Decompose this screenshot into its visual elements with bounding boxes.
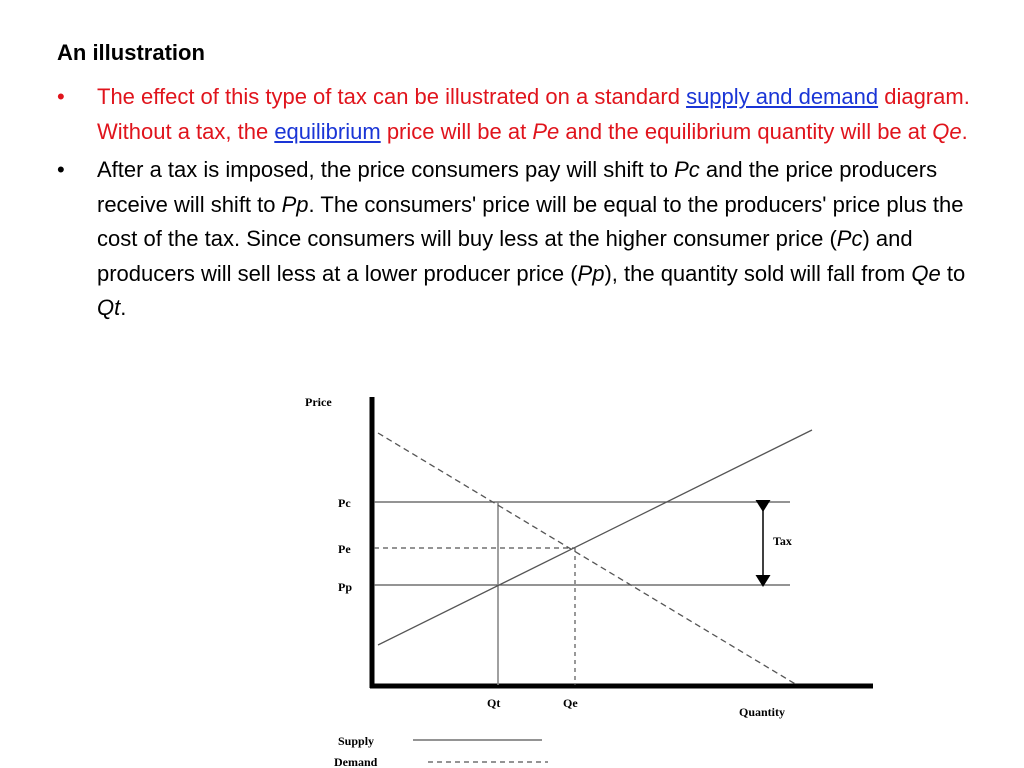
legend-demand-label: Demand (334, 755, 378, 768)
qe-term: Qe (932, 118, 962, 144)
pc-label: Pc (338, 496, 351, 510)
bullet2-text-5: ), the quantity sold will fall from (604, 260, 912, 286)
bullet2-text-7: . (120, 295, 127, 320)
equilibrium-link[interactable]: equilibrium (274, 118, 381, 144)
bullet2-text-2: and the price producers receive will shift to (97, 157, 938, 217)
pc-term: Pc (674, 157, 700, 182)
bullet-list (57, 80, 992, 330)
legend-supply-label: Supply (338, 734, 375, 748)
bullet-item-tax-effect (57, 80, 992, 149)
slide-heading: An illustration (57, 40, 205, 65)
bullet-marker: • (57, 157, 65, 182)
bullet2-text-4: ) and producers will sell less at a lower producer price ( (97, 226, 913, 286)
qe-term: Qe (911, 260, 941, 286)
pp-term: Pp (577, 260, 605, 286)
bullet2-text-3: . The consumers' price will be equal to the producers' price plus the cost of the tax. Since consumers will buy less at the higher consumer price ( (97, 191, 964, 251)
y-axis-label: Price (305, 395, 332, 409)
pe-term: Pe (532, 118, 560, 144)
bullet-item-after-tax (57, 153, 992, 326)
qt-label: Qt (487, 696, 501, 710)
demand-curve (378, 433, 797, 685)
tax-label: Tax (773, 534, 792, 548)
qt-term: Qt (97, 295, 121, 320)
pp-term: Pp (281, 191, 309, 217)
supply-curve (378, 430, 812, 645)
supply-and-demand-link[interactable]: supply and demand (686, 84, 879, 109)
x-axis-label: Quantity (739, 705, 786, 719)
bullet1-text-3: price will be at (380, 118, 533, 144)
bullet-marker: • (57, 84, 65, 109)
bullet1-text-1: The effect of this type of tax can be illustrated on a standard (97, 84, 687, 109)
qe-label: Qe (563, 696, 578, 710)
tax-supply-demand-diagram (290, 385, 890, 768)
bullet1-text-5: . (961, 118, 968, 144)
bullet1-text-4: and the equilibrium quantity will be at (559, 118, 933, 144)
pc-term: Pc (836, 226, 863, 251)
pp-label: Pp (338, 580, 353, 594)
bullet2-text-6: to (940, 260, 966, 286)
bullet2-text-1: After a tax is imposed, the price consumers pay will shift to (97, 157, 675, 182)
bullet1-text-2: diagram. Without a tax, the (97, 84, 970, 144)
pe-label: Pe (338, 542, 351, 556)
